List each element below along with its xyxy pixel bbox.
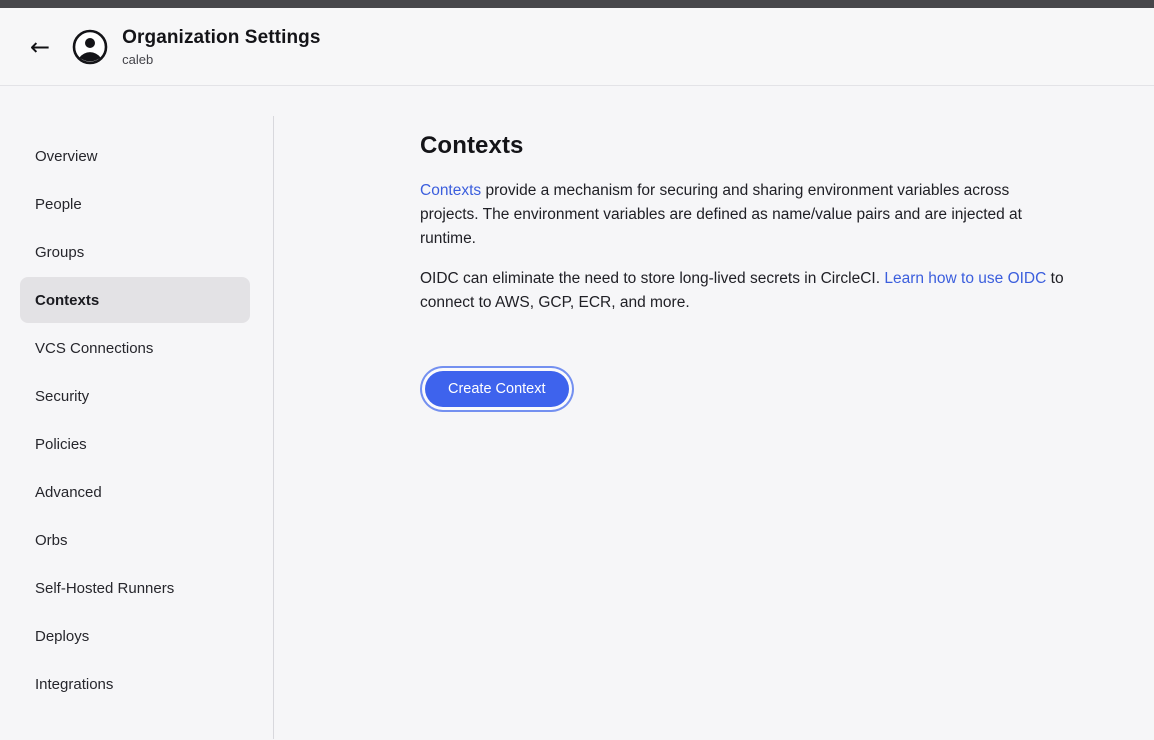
sidebar	[0, 86, 274, 739]
oidc-learn-link[interactable]: Learn how to use OIDC	[884, 270, 1047, 287]
sidebar-item-overview[interactable]: Overview	[35, 147, 98, 165]
sidebar-item-deploys[interactable]: Deploys	[35, 627, 90, 645]
header	[0, 8, 1154, 86]
sidebar-item-policies[interactable]: Policies	[35, 435, 87, 453]
sidebar-item-contexts[interactable]: Contexts	[20, 277, 250, 323]
oidc-description	[420, 267, 1070, 315]
back-button[interactable]	[26, 31, 54, 63]
sidebar-item-security[interactable]: Security	[35, 387, 90, 405]
user-avatar-icon	[72, 29, 108, 65]
sidebar-item-groups[interactable]: Groups	[35, 243, 85, 261]
sidebar-item-people[interactable]: People	[35, 195, 82, 213]
sidebar-item-orbs[interactable]: Orbs	[35, 531, 68, 549]
sidebar-divider	[273, 116, 274, 739]
sidebar-item-vcs-connections[interactable]: VCS Connections	[35, 339, 154, 357]
top-accent-bar	[0, 0, 1154, 8]
oidc-description-before: OIDC can eliminate the need to store long-lived secrets in CircleCI.	[420, 270, 885, 287]
page-title: Organization Settings	[122, 26, 321, 48]
main-content	[274, 86, 1154, 739]
contexts-description-text: provide a mechanism for securing and sharing environment variables across projects. The environment variables are defined as name/value pairs and are injected at runtime.	[420, 182, 1022, 247]
org-name: caleb	[122, 51, 154, 67]
avatar	[72, 29, 108, 65]
layout	[0, 86, 1154, 739]
header-titles	[122, 27, 320, 67]
back-arrow-icon: ←	[30, 32, 51, 61]
contexts-description	[420, 179, 1070, 251]
sidebar-item-self-hosted-runners[interactable]: Self-Hosted Runners	[35, 579, 175, 597]
create-context-button[interactable]: Create Context	[425, 371, 569, 407]
sidebar-item-advanced[interactable]: Advanced	[35, 483, 102, 501]
oidc-description-after: to connect to AWS, GCP, ECR, and more.	[420, 270, 1064, 311]
page-heading: Contexts	[420, 132, 524, 159]
sidebar-item-integrations[interactable]: Integrations	[35, 675, 114, 693]
contexts-link[interactable]: Contexts	[420, 182, 482, 199]
